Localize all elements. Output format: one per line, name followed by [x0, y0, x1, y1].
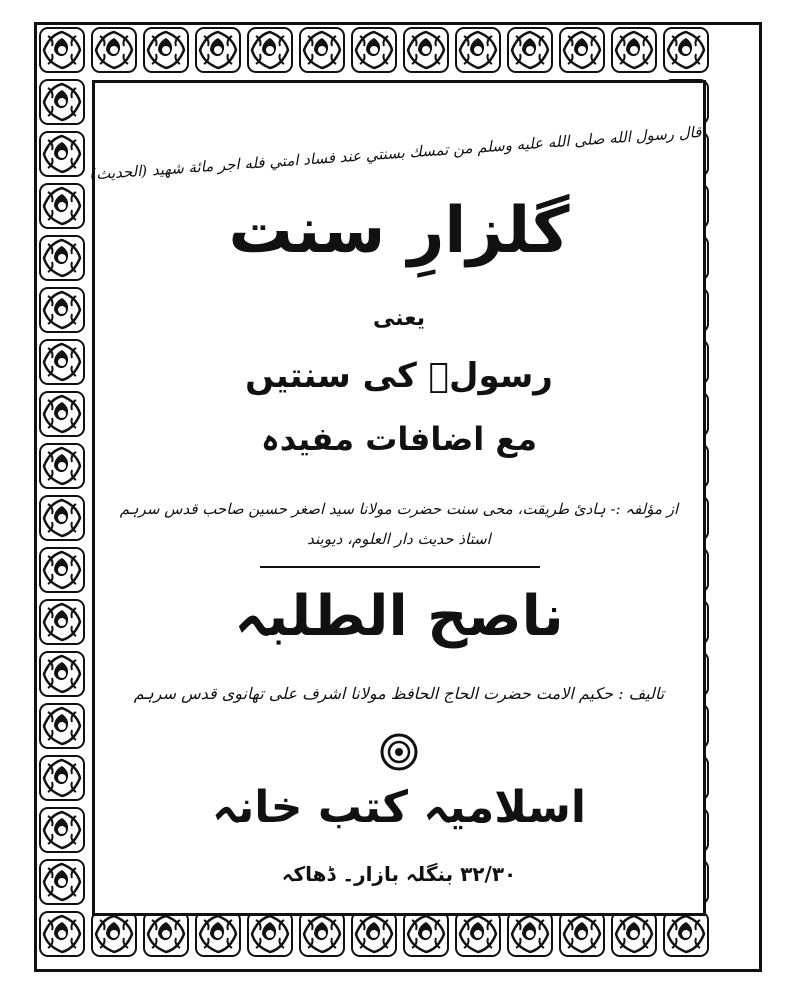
arabesque-scroll-icon — [38, 546, 86, 594]
arabesque-scroll-icon — [610, 26, 658, 74]
arabesque-scroll-icon — [402, 910, 450, 958]
arabesque-scroll-icon — [558, 26, 606, 74]
hadith-line: قال رسول الله صلى الله عليه وسلم من تمسك بسنتي عند فساد امتي فله اجر مائة شهيد (الحديث) — [89, 122, 702, 184]
arabesque-scroll-icon — [662, 26, 710, 74]
arabesque-scroll-icon — [142, 26, 190, 74]
arabesque-scroll-icon — [38, 806, 86, 854]
arabesque-scroll-icon — [38, 26, 86, 74]
publisher-address: ۳۲/۳۰ بنگلہ بازار۔ ڈھاکہ — [281, 862, 517, 886]
book-title: گلزارِ سنت — [228, 194, 570, 268]
arabesque-scroll-icon — [38, 754, 86, 802]
arabesque-scroll-icon — [610, 910, 658, 958]
arabesque-scroll-icon — [38, 234, 86, 282]
arabesque-scroll-icon — [90, 910, 138, 958]
yani-word: یعنی — [373, 306, 425, 331]
arabesque-scroll-icon — [38, 494, 86, 542]
arabesque-scroll-icon — [38, 650, 86, 698]
arabesque-scroll-icon — [298, 26, 346, 74]
arabesque-scroll-icon — [38, 442, 86, 490]
arabesque-scroll-icon — [38, 182, 86, 230]
arabesque-scroll-icon — [454, 910, 502, 958]
arabesque-scroll-icon — [194, 26, 242, 74]
arabesque-scroll-icon — [38, 390, 86, 438]
arabesque-scroll-icon — [506, 26, 554, 74]
ustad-line: استاذ حدیث دار العلوم، دیوبند — [307, 530, 491, 548]
compiler-line: از مؤلفہ :- ہادئ طریقت، محی سنت حضرت مولانا سید اصغر حسین صاحب قدس سرہم — [119, 500, 679, 518]
arabesque-scroll-icon — [402, 26, 450, 74]
book-subtitle-secondary: مع اضافات مفیدہ — [260, 420, 538, 458]
arabesque-scroll-icon — [194, 910, 242, 958]
arabesque-scroll-icon — [350, 910, 398, 958]
arabesque-scroll-icon — [662, 910, 710, 958]
arabesque-scroll-icon — [454, 26, 502, 74]
emblem-circle-icon — [379, 732, 419, 772]
title-page — [89, 84, 702, 912]
arabesque-scroll-icon — [246, 910, 294, 958]
arabesque-scroll-icon — [506, 910, 554, 958]
author-line: تالیف : حکیم الامت حضرت الحاج الحافظ مولانا اشرف علی تھانوی قدس سرہم — [133, 684, 665, 703]
arabesque-scroll-icon — [558, 910, 606, 958]
publisher-name: اسلامیہ کتب خانہ — [211, 782, 587, 833]
arabesque-scroll-icon — [350, 26, 398, 74]
arabesque-scroll-icon — [38, 598, 86, 646]
second-title: ناصح الطلبہ — [234, 584, 564, 649]
arabesque-scroll-icon — [90, 26, 138, 74]
arabesque-scroll-icon — [38, 286, 86, 334]
arabesque-scroll-icon — [246, 26, 294, 74]
arabesque-scroll-icon — [38, 338, 86, 386]
divider-rule — [260, 566, 540, 568]
book-subtitle: رسولؐ کی سنتیں — [245, 356, 553, 396]
arabesque-scroll-icon — [38, 78, 86, 126]
arabesque-scroll-icon — [298, 910, 346, 958]
arabesque-scroll-icon — [38, 702, 86, 750]
arabesque-scroll-icon — [142, 910, 190, 958]
arabesque-scroll-icon — [38, 858, 86, 906]
arabesque-scroll-icon — [38, 130, 86, 178]
arabesque-scroll-icon — [38, 910, 86, 958]
